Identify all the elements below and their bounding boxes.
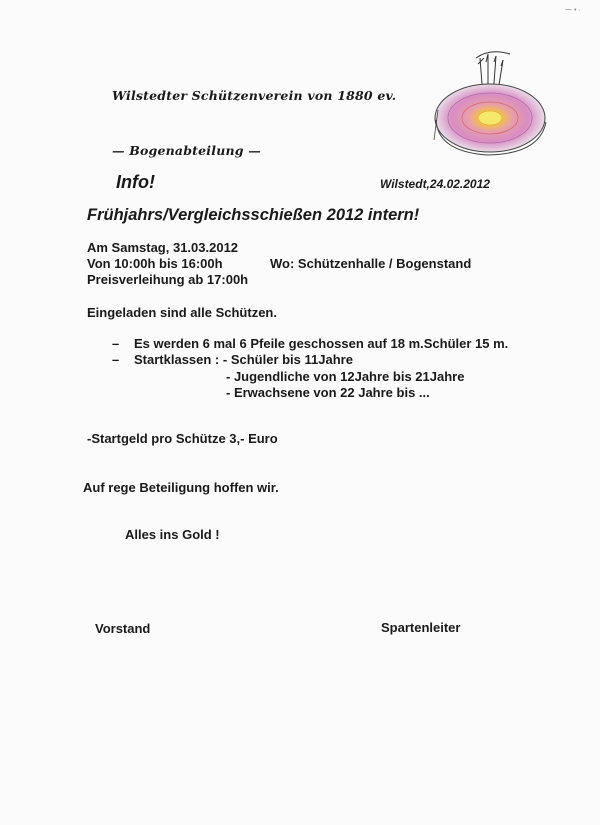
event-time: Von 10:00h bis 16:00h <box>87 256 223 271</box>
entry-fee: -Startgeld pro Schütze 3,- Euro <box>87 431 278 446</box>
signature-left: Vorstand <box>95 621 151 636</box>
archery-target-icon <box>428 40 558 165</box>
division-name: — Bogenabteilung — <box>112 143 261 158</box>
shooting-rule: Es werden 6 mal 6 Pfeile geschossen auf 18 m.Schüler 15 m. <box>134 336 509 351</box>
bullet-dash: – <box>112 352 120 367</box>
list-item <box>112 352 353 367</box>
info-label: Info! <box>116 172 155 192</box>
place-date: Wilstedt,24.02.2012 <box>380 177 490 191</box>
class-adults: - Erwachsene von 22 Jahre bis ... <box>226 385 430 400</box>
closing-text: Auf rege Beteiligung hoffen wir. <box>83 480 279 495</box>
event-location: Wo: Schützenhalle / Bogenstand <box>270 256 472 271</box>
list-item <box>112 336 508 351</box>
event-heading: Frühjahrs/Vergleichsschießen 2012 intern! <box>87 206 420 224</box>
bullet-dash: – <box>112 336 120 351</box>
club-name: Wilstedter Schützenverein von 1880 ev. <box>112 88 397 103</box>
invitation-text: Eingeladen sind alle Schützen. <box>87 305 277 320</box>
award-ceremony: Preisverleihung ab 17:00h <box>87 272 249 287</box>
start-classes: Startklassen : - Schüler bis 11Jahre <box>134 352 353 367</box>
motto-text: Alles ins Gold ! <box>125 527 220 542</box>
signature-right: Spartenleiter <box>381 620 461 635</box>
class-youth: - Jugendliche von 12Jahre bis 21Jahre <box>226 369 465 384</box>
scan-speck: ⁓ • · <box>565 7 581 14</box>
event-date: Am Samstag, 31.03.2012 <box>87 240 239 255</box>
